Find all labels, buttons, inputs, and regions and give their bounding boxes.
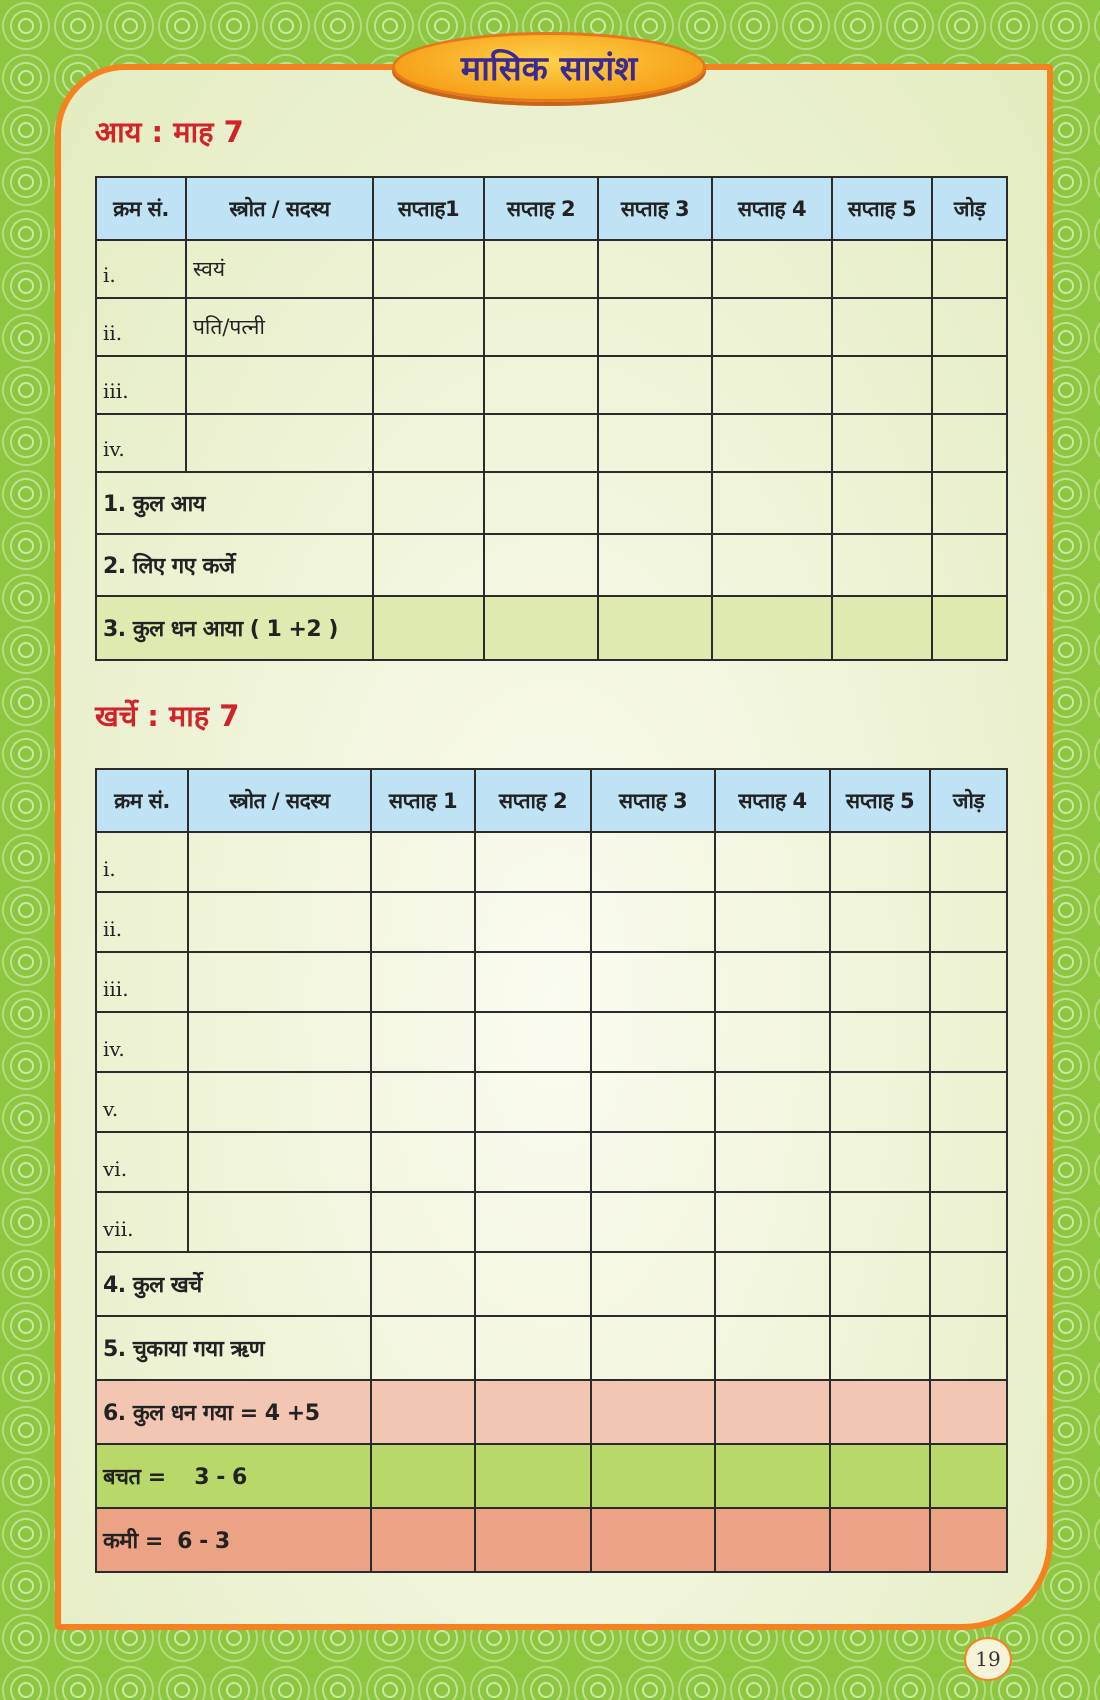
page-title-banner <box>392 32 706 102</box>
table-row <box>96 892 1007 952</box>
row-number: i. <box>96 240 186 298</box>
week-cell[interactable] <box>832 534 932 596</box>
total-cell[interactable] <box>932 356 1007 414</box>
week-cell[interactable] <box>484 298 598 356</box>
total-cell[interactable] <box>932 298 1007 356</box>
header-source: स्त्रोत / सदस्य <box>188 769 371 832</box>
week-cell[interactable] <box>484 240 598 298</box>
week-cell[interactable] <box>598 534 712 596</box>
week-cell[interactable] <box>830 1508 930 1572</box>
source-cell[interactable] <box>188 1132 371 1192</box>
total-cell[interactable] <box>932 472 1007 534</box>
week-cell[interactable] <box>484 472 598 534</box>
row-number: vi. <box>96 1132 188 1192</box>
table-row <box>96 1072 1007 1132</box>
total-income-label: 1. कुल आय <box>96 472 373 534</box>
header-week-3: सप्ताह 3 <box>598 177 712 240</box>
total-money-in-row <box>96 596 1007 660</box>
week-cell[interactable] <box>475 1380 591 1444</box>
week-cell[interactable] <box>715 1444 830 1508</box>
week-cell[interactable] <box>715 952 830 1012</box>
week-cell[interactable] <box>591 1508 715 1572</box>
week-cell[interactable] <box>475 952 591 1012</box>
week-cell[interactable] <box>715 832 830 892</box>
table-row <box>96 1192 1007 1252</box>
week-cell[interactable] <box>830 1316 930 1380</box>
expenses-heading: खर्चे : माह 7 <box>95 699 240 733</box>
header-week-1: सप्ताह1 <box>373 177 484 240</box>
row-number: ii. <box>96 298 186 356</box>
source-cell[interactable] <box>186 356 373 414</box>
table-row <box>96 356 1007 414</box>
table-row <box>96 298 1007 356</box>
week-cell[interactable] <box>598 356 712 414</box>
source-cell[interactable] <box>188 892 371 952</box>
header-total: जोड़ <box>932 177 1007 240</box>
week-cell[interactable] <box>371 1072 475 1132</box>
week-cell[interactable] <box>598 240 712 298</box>
row-number: iv. <box>96 1012 188 1072</box>
week-cell[interactable] <box>830 1012 930 1072</box>
header-source: स्त्रोत / सदस्य <box>186 177 373 240</box>
week-cell[interactable] <box>591 832 715 892</box>
week-cell[interactable] <box>830 1132 930 1192</box>
loan-repaid-row <box>96 1316 1007 1380</box>
week-cell[interactable] <box>371 1444 475 1508</box>
loans-taken-label: 2. लिए गए कर्जे <box>96 534 373 596</box>
week-cell[interactable] <box>715 1508 830 1572</box>
total-cell[interactable] <box>930 1132 1007 1192</box>
total-cell[interactable] <box>932 534 1007 596</box>
total-cell[interactable] <box>930 1072 1007 1132</box>
week-cell[interactable] <box>715 1252 830 1316</box>
income-header-row <box>96 177 1007 240</box>
source-cell[interactable] <box>186 414 373 472</box>
row-number: iii. <box>96 952 188 1012</box>
week-cell[interactable] <box>591 1380 715 1444</box>
row-number: iv. <box>96 414 186 472</box>
week-cell[interactable] <box>371 1012 475 1072</box>
table-row <box>96 1012 1007 1072</box>
income-table <box>95 176 1008 661</box>
total-money-out-label: 6. कुल धन गया = 4 +5 <box>96 1380 371 1444</box>
total-cell[interactable] <box>930 892 1007 952</box>
page-number: 19 <box>964 1637 1012 1681</box>
week-cell[interactable] <box>832 414 932 472</box>
week-cell[interactable] <box>371 892 475 952</box>
total-expenses-label: 4. कुल खर्चे <box>96 1252 371 1316</box>
total-cell[interactable] <box>930 832 1007 892</box>
week-cell[interactable] <box>591 1316 715 1380</box>
week-cell[interactable] <box>591 1132 715 1192</box>
total-money-in-label: 3. कुल धन आया ( 1 +2 ) <box>96 596 373 660</box>
row-number: v. <box>96 1072 188 1132</box>
table-row <box>96 832 1007 892</box>
week-cell[interactable] <box>830 832 930 892</box>
total-money-out-row <box>96 1380 1007 1444</box>
header-week-4: सप्ताह 4 <box>715 769 830 832</box>
week-cell[interactable] <box>832 356 932 414</box>
week-cell[interactable] <box>373 298 484 356</box>
week-cell[interactable] <box>715 1192 830 1252</box>
week-cell[interactable] <box>373 414 484 472</box>
week-cell[interactable] <box>371 1508 475 1572</box>
header-serial: क्रम सं. <box>96 769 188 832</box>
header-week-3: सप्ताह 3 <box>591 769 715 832</box>
total-cell[interactable] <box>932 596 1007 660</box>
header-serial: क्रम सं. <box>96 177 186 240</box>
total-income-row <box>96 472 1007 534</box>
row-number: i. <box>96 832 188 892</box>
source-cell[interactable] <box>188 1012 371 1072</box>
loan-repaid-label: 5. चुकाया गया ऋण <box>96 1316 371 1380</box>
week-cell[interactable] <box>591 952 715 1012</box>
week-cell[interactable] <box>371 1316 475 1380</box>
week-cell[interactable] <box>591 892 715 952</box>
week-cell[interactable] <box>830 952 930 1012</box>
week-cell[interactable] <box>475 1192 591 1252</box>
header-week-5: सप्ताह 5 <box>832 177 932 240</box>
row-number: vii. <box>96 1192 188 1252</box>
income-heading: आय : माह 7 <box>95 115 244 149</box>
week-cell[interactable] <box>475 1316 591 1380</box>
week-cell[interactable] <box>371 832 475 892</box>
total-cell[interactable] <box>930 1380 1007 1444</box>
week-cell[interactable] <box>591 1072 715 1132</box>
week-cell[interactable] <box>712 240 832 298</box>
header-week-5: सप्ताह 5 <box>830 769 930 832</box>
week-cell[interactable] <box>830 1072 930 1132</box>
week-cell[interactable] <box>371 1192 475 1252</box>
table-row <box>96 952 1007 1012</box>
source-cell[interactable] <box>188 1072 371 1132</box>
week-cell[interactable] <box>830 1444 930 1508</box>
header-week-2: सप्ताह 2 <box>484 177 598 240</box>
week-cell[interactable] <box>373 356 484 414</box>
row-number: iii. <box>96 356 186 414</box>
header-week-1: सप्ताह 1 <box>371 769 475 832</box>
week-cell[interactable] <box>371 1380 475 1444</box>
week-cell[interactable] <box>712 414 832 472</box>
week-cell[interactable] <box>373 472 484 534</box>
week-cell[interactable] <box>373 596 484 660</box>
total-cell[interactable] <box>930 952 1007 1012</box>
week-cell[interactable] <box>591 1012 715 1072</box>
table-row <box>96 1132 1007 1192</box>
header-week-2: सप्ताह 2 <box>475 769 591 832</box>
header-week-4: सप्ताह 4 <box>712 177 832 240</box>
total-cell[interactable] <box>930 1252 1007 1316</box>
week-cell[interactable] <box>598 596 712 660</box>
week-cell[interactable] <box>712 534 832 596</box>
week-cell[interactable] <box>484 534 598 596</box>
week-cell[interactable] <box>373 534 484 596</box>
week-cell[interactable] <box>371 952 475 1012</box>
source-cell[interactable]: पति/पत्नी <box>186 298 373 356</box>
week-cell[interactable] <box>598 472 712 534</box>
table-row <box>96 414 1007 472</box>
week-cell[interactable] <box>475 1508 591 1572</box>
week-cell[interactable] <box>712 356 832 414</box>
week-cell[interactable] <box>832 472 932 534</box>
week-cell[interactable] <box>715 1132 830 1192</box>
header-total: जोड़ <box>930 769 1007 832</box>
savings-label: बचत = 3 - 6 <box>96 1444 371 1508</box>
week-cell[interactable] <box>475 832 591 892</box>
week-cell[interactable] <box>830 892 930 952</box>
total-cell[interactable] <box>930 1508 1007 1572</box>
week-cell[interactable] <box>475 1072 591 1132</box>
week-cell[interactable] <box>373 240 484 298</box>
week-cell[interactable] <box>371 1252 475 1316</box>
total-cell[interactable] <box>930 1444 1007 1508</box>
total-cell[interactable] <box>930 1012 1007 1072</box>
week-cell[interactable] <box>715 892 830 952</box>
week-cell[interactable] <box>830 1252 930 1316</box>
week-cell[interactable] <box>484 596 598 660</box>
week-cell[interactable] <box>832 298 932 356</box>
total-cell[interactable] <box>932 414 1007 472</box>
deficit-row <box>96 1508 1007 1572</box>
week-cell[interactable] <box>715 1380 830 1444</box>
week-cell[interactable] <box>475 1012 591 1072</box>
week-cell[interactable] <box>715 1072 830 1132</box>
row-number: ii. <box>96 892 188 952</box>
total-expenses-row <box>96 1252 1007 1316</box>
week-cell[interactable] <box>832 240 932 298</box>
week-cell[interactable] <box>591 1192 715 1252</box>
page-title: मासिक सारांश <box>460 49 638 89</box>
week-cell[interactable] <box>715 1012 830 1072</box>
week-cell[interactable] <box>475 1252 591 1316</box>
week-cell[interactable] <box>832 596 932 660</box>
week-cell[interactable] <box>598 414 712 472</box>
week-cell[interactable] <box>484 414 598 472</box>
week-cell[interactable] <box>371 1132 475 1192</box>
total-cell[interactable] <box>930 1192 1007 1252</box>
total-cell[interactable] <box>932 240 1007 298</box>
deficit-label: कमी = 6 - 3 <box>96 1508 371 1572</box>
source-cell[interactable] <box>188 952 371 1012</box>
week-cell[interactable] <box>712 596 832 660</box>
source-cell[interactable]: स्वयं <box>186 240 373 298</box>
week-cell[interactable] <box>712 298 832 356</box>
week-cell[interactable] <box>830 1380 930 1444</box>
expenses-header-row <box>96 769 1007 832</box>
week-cell[interactable] <box>475 892 591 952</box>
week-cell[interactable] <box>830 1192 930 1252</box>
week-cell[interactable] <box>591 1252 715 1316</box>
savings-row <box>96 1444 1007 1508</box>
week-cell[interactable] <box>475 1444 591 1508</box>
week-cell[interactable] <box>712 472 832 534</box>
week-cell[interactable] <box>591 1444 715 1508</box>
loans-taken-row <box>96 534 1007 596</box>
source-cell[interactable] <box>188 832 371 892</box>
table-row <box>96 240 1007 298</box>
total-cell[interactable] <box>930 1316 1007 1380</box>
source-cell[interactable] <box>188 1192 371 1252</box>
expenses-table <box>95 768 1008 1573</box>
week-cell[interactable] <box>715 1316 830 1380</box>
week-cell[interactable] <box>484 356 598 414</box>
week-cell[interactable] <box>475 1132 591 1192</box>
week-cell[interactable] <box>598 298 712 356</box>
